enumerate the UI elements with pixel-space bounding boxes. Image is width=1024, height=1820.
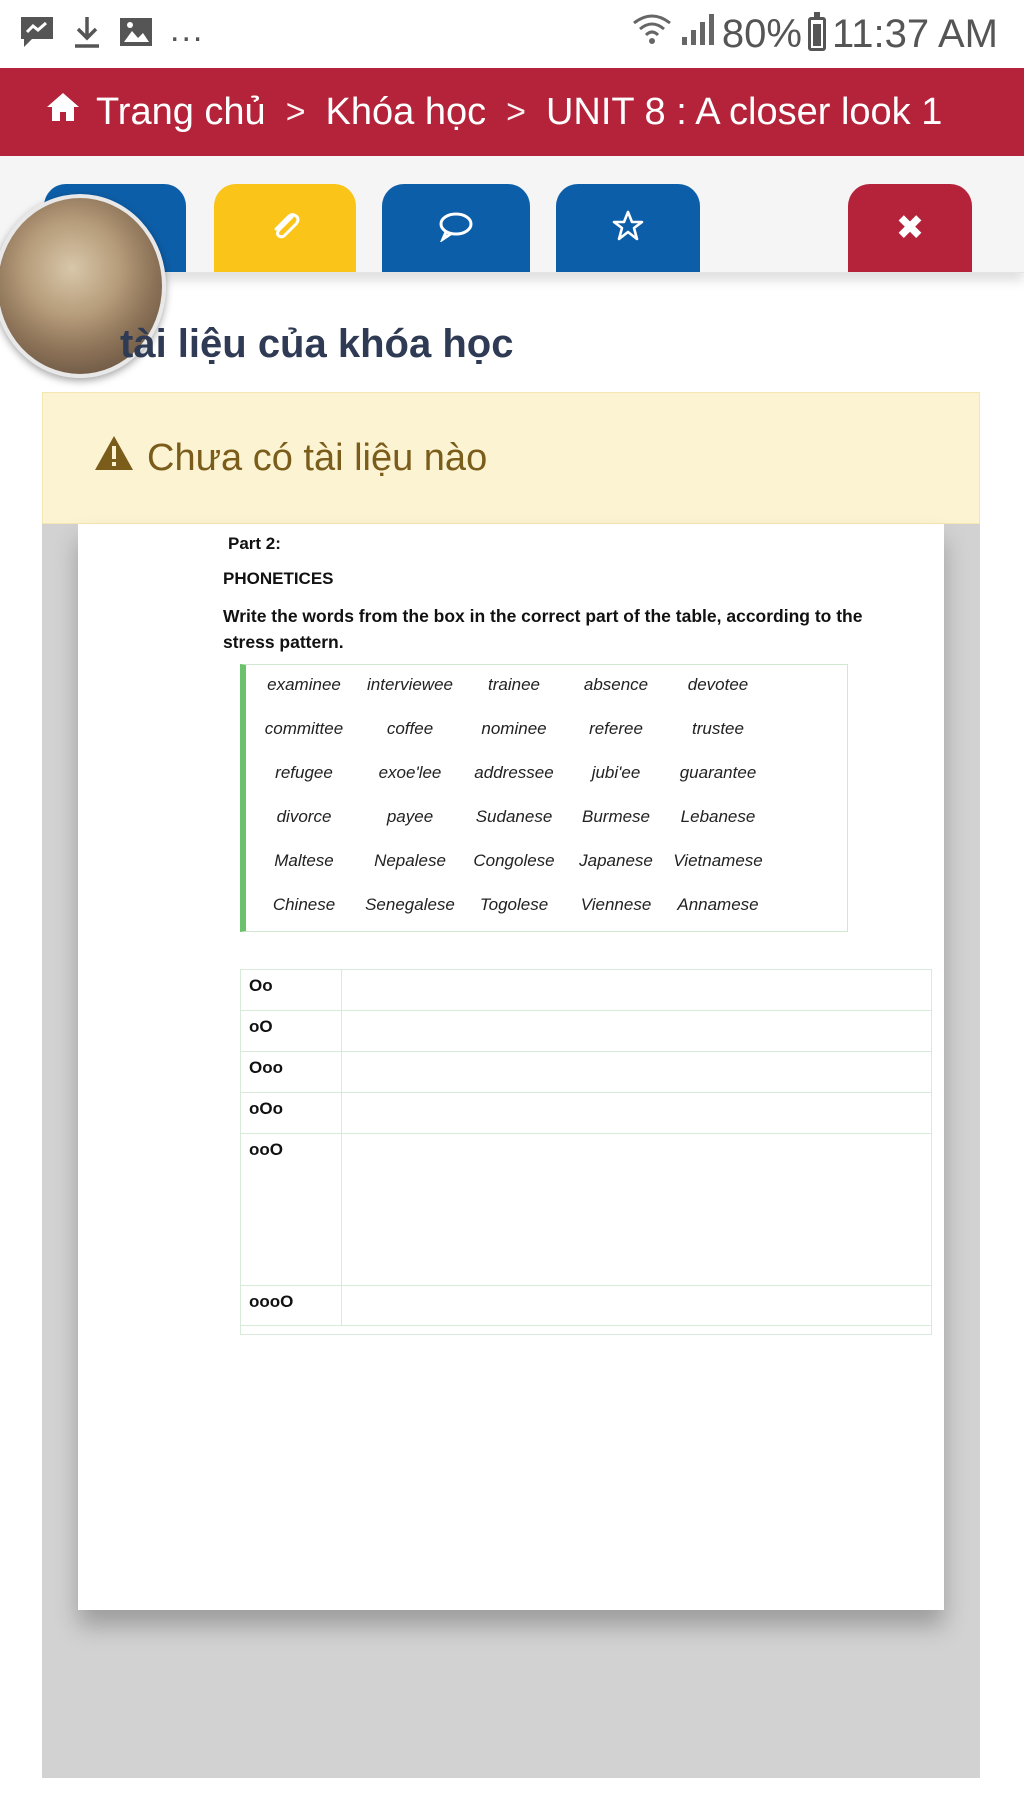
word-item: payee: [386, 807, 434, 826]
warning-icon: [93, 434, 135, 482]
download-icon: [72, 14, 102, 55]
home-icon[interactable]: [44, 90, 82, 134]
word-item: Viennese: [580, 895, 652, 914]
word-item: committee: [264, 719, 344, 738]
doc-instruction: Write the words from the box in the correct part of the table, according to the stress pattern.: [223, 606, 863, 652]
word-item: guarantee: [679, 763, 757, 782]
clock: 11:37 AM: [831, 11, 998, 56]
close-icon: ✖: [895, 209, 925, 247]
word-item: Senegalese: [365, 895, 455, 914]
word-item: absence: [583, 675, 649, 694]
word-item: nominee: [481, 719, 547, 738]
notification-icons: [18, 12, 204, 56]
answer-cell: [341, 1052, 931, 1092]
table-row: [241, 1134, 931, 1286]
breadcrumb-lesson[interactable]: UNIT 8 : A closer look 1: [545, 90, 943, 133]
breadcrumb-separator: >: [506, 92, 526, 131]
word-item: examinee: [267, 675, 341, 694]
word-item: Annamese: [677, 895, 759, 914]
word-item: jubi'ee: [591, 763, 641, 782]
close-button[interactable]: [848, 184, 972, 272]
word-item: trainee: [488, 675, 540, 694]
stress-pattern-table: [240, 969, 932, 1335]
document-viewer[interactable]: [42, 524, 980, 1778]
system-icons: [630, 8, 998, 60]
stress-pattern-label: oOo: [249, 1099, 283, 1118]
document-page: [78, 524, 944, 1610]
table-row: [241, 1286, 931, 1326]
table-row: [241, 1093, 931, 1134]
word-item: referee: [589, 719, 643, 738]
tab-favorite[interactable]: [556, 184, 700, 272]
breadcrumb-course[interactable]: Khóa học: [325, 90, 487, 133]
word-item: divorce: [276, 807, 332, 826]
tab-comments[interactable]: [382, 184, 530, 272]
more-notifications: ...: [170, 10, 205, 49]
word-item: Lebanese: [680, 807, 756, 826]
word-item: Togolese: [479, 895, 549, 914]
table-row: [241, 1052, 931, 1093]
paperclip-icon: [268, 209, 302, 248]
word-item: Nepalese: [374, 851, 446, 870]
comment-icon: [437, 210, 475, 247]
answer-cell: [341, 1011, 931, 1051]
word-item: Japanese: [579, 851, 653, 870]
doc-part-label: Part 2:: [228, 534, 281, 553]
word-item: Vietnamese: [673, 851, 763, 870]
page-title: tài liệu của khóa học: [120, 322, 514, 366]
word-item: addressee: [474, 763, 554, 782]
wifi-icon: [630, 11, 674, 57]
word-item: Chinese: [272, 895, 336, 914]
alert-message: Chưa có tài liệu nào: [147, 436, 488, 479]
table-row: [241, 1011, 931, 1052]
breadcrumb-home[interactable]: Trang chủ: [96, 90, 266, 133]
status-bar: [0, 0, 1024, 68]
word-item: interviewee: [367, 675, 453, 694]
stress-pattern-label: oO: [249, 1017, 273, 1036]
word-box: [240, 664, 848, 932]
word-item: refugee: [275, 763, 333, 782]
word-item: Maltese: [274, 851, 334, 870]
table-row: [241, 970, 931, 1011]
breadcrumb-separator: >: [285, 92, 306, 131]
word-item: Sudanese: [475, 807, 553, 826]
word-item: Congolese: [473, 851, 555, 870]
stress-pattern-label: oooO: [249, 1292, 294, 1311]
answer-cell: [341, 1286, 931, 1325]
answer-cell: [341, 970, 931, 1010]
stress-pattern-label: ooO: [249, 1140, 283, 1159]
signal-icon: [680, 11, 716, 57]
word-item: Burmese: [581, 807, 651, 826]
doc-heading: PHONETICES: [223, 569, 334, 588]
word-item: coffee: [386, 719, 434, 738]
answer-cell: [341, 1134, 931, 1285]
word-item: trustee: [692, 719, 744, 738]
breadcrumb: [0, 68, 1024, 156]
empty-documents-alert: [42, 392, 980, 524]
stress-pattern-label: Ooo: [249, 1058, 283, 1077]
star-icon: [611, 209, 645, 248]
stress-pattern-label: Oo: [249, 976, 273, 995]
word-item: exoe'lee: [378, 763, 442, 782]
answer-cell: [341, 1093, 931, 1133]
word-item: devotee: [687, 675, 749, 694]
message-icon: [18, 14, 56, 55]
tab-attachments[interactable]: [214, 184, 356, 272]
battery-icon: [808, 17, 826, 51]
image-icon: [118, 15, 154, 54]
battery-percent: 80%: [721, 11, 802, 56]
